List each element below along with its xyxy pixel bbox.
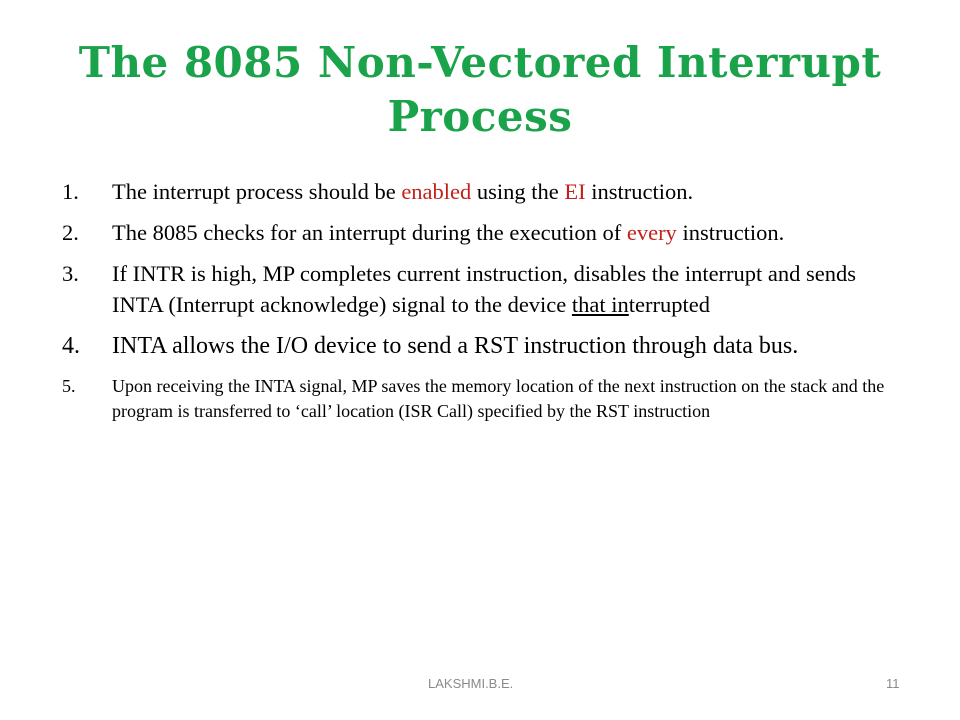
list-item-text: using the	[471, 179, 565, 204]
list-item-text: instruction.	[676, 220, 785, 245]
list-item-number: 3.	[62, 261, 79, 286]
list-item-4	[62, 330, 912, 362]
list-item-number: 5.	[62, 376, 76, 396]
list-item-text: The interrupt process should be	[112, 179, 402, 204]
highlight-every: every	[626, 220, 677, 245]
list-item-5	[62, 374, 912, 423]
underlined-text: that in	[571, 292, 629, 317]
list-item-number: 4.	[62, 333, 80, 359]
list-item-3	[62, 258, 912, 320]
slide-title-line-2: Process	[387, 92, 573, 141]
footer-page-number: 11	[886, 676, 900, 691]
list-item-text: If INTR is high, MP completes current instruction, disables the interrupt and sends INTA (Interrupt acknowledge) signal to the device	[112, 261, 857, 317]
list-item-text: INTA allows the I/O device to send a RST instruction through data bus.	[112, 333, 799, 359]
list-item-text: The 8085 checks for an interrupt during the execution of	[112, 220, 627, 245]
list-item-text: Upon receiving the INTA signal, MP saves the memory location of the next instruction on the stack and the program is transferred to ‘call’ location (ISR Call) specified by the RST instruction	[112, 376, 885, 421]
list-item-text: instruction.	[585, 179, 694, 204]
list-item-number: 2.	[62, 220, 79, 245]
numbered-list	[62, 176, 912, 423]
slide-title	[40, 36, 920, 144]
footer-author: LAKSHMI.B.E.	[428, 676, 514, 691]
highlight-enabled: enabled	[401, 179, 472, 204]
slide-title-line-1: The 8085 Non-Vectored Interrupt	[78, 38, 882, 87]
list-item-number: 1.	[62, 179, 79, 204]
list-item-2	[62, 217, 912, 248]
highlight-ei: EI	[564, 179, 586, 204]
list-item-1	[62, 176, 912, 207]
list-item-text: terrupted	[628, 292, 711, 317]
